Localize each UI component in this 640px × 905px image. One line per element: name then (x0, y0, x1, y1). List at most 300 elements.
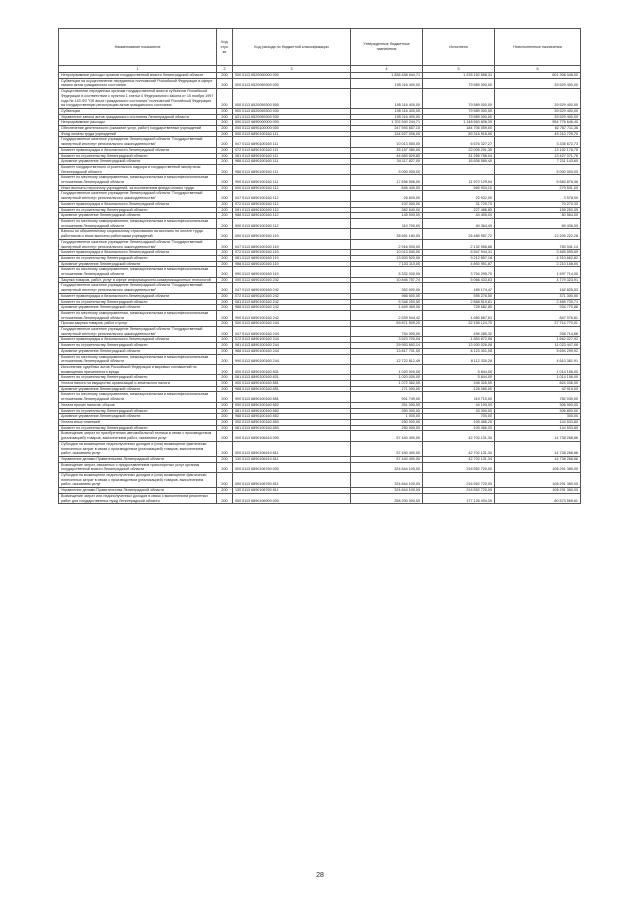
row-remaining: 70 270,30 (495, 201, 581, 207)
row-approved: 324 844 100,00 (351, 473, 423, 488)
row-executed: 42 702 131,34 (423, 441, 495, 456)
row-remaining: 306 800,00 (495, 408, 581, 414)
row-approved: 1 702 340 244,71 (351, 120, 423, 126)
row-line-code: 200 (217, 414, 233, 420)
row-approved: 7 103 110,00 (351, 261, 423, 267)
row-remaining: 5 683 876,46 (495, 175, 581, 185)
row-approved: 5 000 000,00 (351, 164, 423, 174)
row-name: Комитет по местному самоуправлению, межнациональным и межконфессиональным отношениям Ленинградской области (59, 267, 217, 277)
row-executed: 13 930 026,08 (423, 343, 495, 349)
row-approved: 351 000,00 (351, 402, 423, 408)
row-classification-code: 081 0113 6890100160 119 (233, 255, 351, 261)
row-name: Фонд оплаты труда учреждений (59, 131, 217, 137)
row-line-code: 200 (217, 126, 233, 132)
page-number: 28 (316, 872, 324, 879)
row-line-code: 200 (217, 218, 233, 228)
row-approved: 247 593 657,10 (351, 126, 423, 132)
row-classification-code: 130 0113 6890106760 811 (233, 488, 351, 494)
row-remaining: 39 529 400,00 (495, 89, 581, 109)
row-classification-code: 081 0113 6890100160 244 (233, 343, 351, 349)
row-approved: 1 072 362,00 (351, 381, 423, 387)
row-line-code: 200 (217, 386, 233, 392)
row-approved: 57 440 400,00 (351, 431, 423, 441)
row-executed: 22 932,00 (423, 191, 495, 201)
row-classification-code: 988 0113 6890100160 111 (233, 159, 351, 165)
row-remaining: 27 714 770,01 (495, 321, 581, 327)
row-remaining: 108 291 380,00 (495, 473, 581, 488)
row-executed: 6 547 944,31 (423, 250, 495, 256)
row-executed: 1 853 672,56 (423, 337, 495, 343)
row-executed: 42 702 131,34 (423, 456, 495, 462)
row-executed: 105 466,20 (423, 425, 495, 431)
table-row (59, 441, 581, 456)
row-classification-code: 000 0113 6520059300 000 (233, 78, 351, 88)
row-line-code: 200 (217, 456, 233, 462)
row-remaining: 162 825,53 (495, 283, 581, 293)
row-classification-code: 047 0113 6890100160 244 (233, 327, 351, 337)
row-remaining: 371 300,50 (495, 293, 581, 299)
row-line-code: 200 (217, 305, 233, 311)
row-approved: 3 523 700,00 (351, 337, 423, 343)
row-line-code: 200 (217, 375, 233, 381)
row-name: Комитет по местному самоуправлению, межнациональным и межконфессиональным отношениям Ленинградской области (59, 310, 217, 320)
row-approved: 13 817 701,00 (351, 348, 423, 354)
row-executed: 9 212 857,18 (423, 255, 495, 261)
table-row (59, 218, 581, 228)
row-executed: 40 364,40 (423, 218, 495, 228)
header-remaining: Неисполненные назначения (495, 29, 581, 66)
row-name: Управление делами Правительства Ленинградской области (59, 488, 217, 494)
row-remaining: 108 291 380,00 (495, 462, 581, 472)
row-executed: 22 005 201,35 (423, 147, 495, 153)
row-name: Комитет по строительству Ленинградской области (59, 255, 217, 261)
table-header-row (59, 29, 581, 66)
row-line-code: 200 (217, 310, 233, 320)
table-row (59, 137, 581, 147)
row-line-code: 200 (217, 337, 233, 343)
row-approved: 324 844 100,00 (351, 462, 423, 472)
row-classification-code: 000 0113 6520059300 530 (233, 108, 351, 114)
row-name: Субсидии на возмещение недополученных доходов и (или) возмещение фактически понесенных затрат в связи с производством (реализацией) товаров, выполнением работ, оказанием услуг (59, 473, 217, 488)
row-remaining: 1 597 714,30 (495, 267, 581, 277)
row-approved: 1 836 458 644,71 (351, 73, 423, 79)
row-line-code: 200 (217, 78, 233, 88)
row-classification-code: 990 0113 6890100160 112 (233, 218, 351, 228)
row-classification-code: 047 0113 6890100160 112 (233, 191, 351, 201)
row-approved: 17 656 506,00 (351, 175, 423, 185)
row-approved: 10 013 540,00 (351, 250, 423, 256)
row-line-code: 200 (217, 185, 233, 191)
row-remaining: 39 529 400,00 (495, 114, 581, 120)
row-approved: 350 000,00 (351, 408, 423, 414)
row-remaining: 62 787 711,36 (495, 126, 581, 132)
row-approved: 38 691 180,00 (351, 229, 423, 239)
table-row (59, 89, 581, 109)
row-classification-code: 988 0113 6890100160 242 (233, 305, 351, 311)
row-line-code: 200 (217, 261, 233, 267)
row-approved: 35 157 380,00 (351, 147, 423, 153)
row-remaining: 782 039,00 (495, 392, 581, 402)
row-remaining: 3 578,00 (495, 191, 581, 201)
row-remaining: 39 529 400,00 (495, 108, 581, 114)
row-line-code: 200 (217, 327, 233, 337)
row-approved: 57 440 400,00 (351, 441, 423, 456)
row-executed: 728 682,85 (423, 305, 495, 311)
row-executed: 595 278,50 (423, 293, 495, 299)
row-classification-code: 000 0113 6890000000 000 (233, 120, 351, 126)
row-executed: 8 112 330,28 (423, 354, 495, 364)
row-remaining: 14 738 268,66 (495, 431, 581, 441)
column-number: 2 (217, 66, 233, 73)
row-executed: 79 589 000,00 (423, 108, 495, 114)
header-executed: Исполнено (423, 29, 495, 66)
table-row (59, 267, 581, 277)
row-executed: 1 680 867,61 (423, 310, 495, 320)
row-approved: 324 844 100,00 (351, 488, 423, 494)
row-name: Комитет правопорядка и безопасности Ленинградской области (59, 201, 217, 207)
row-remaining: 300,00 (495, 414, 581, 420)
row-remaining: 39 529 400,00 (495, 78, 581, 88)
row-name: Архивное управление Ленинградской области (59, 414, 217, 420)
row-line-code: 200 (217, 441, 233, 456)
row-line-code: 200 (217, 354, 233, 364)
row-line-code: 200 (217, 131, 233, 137)
column-number: 1 (59, 66, 217, 73)
row-executed: 184 706 059,00 (423, 126, 495, 132)
column-number: 5 (423, 66, 495, 73)
row-approved: 10 846 757,74 (351, 277, 423, 283)
row-name: Комитет по строительству Ленинградской области (59, 425, 217, 431)
row-approved: 26 600,00 (351, 191, 423, 201)
row-remaining: 155 253,35 (495, 207, 581, 213)
row-executed: 6 676 327,27 (423, 137, 495, 147)
row-name: Возмещение затрат по приобретению автомобильной техники в связи с производством (реализацией) товаров, выполнением работ, оказанием услуг (59, 431, 217, 441)
row-executed: 227 486,85 (423, 207, 495, 213)
row-executed: 248 326,00 (423, 381, 495, 387)
row-approved: 12 722 812,49 (351, 354, 423, 364)
row-executed: 128 085,00 (423, 386, 495, 392)
row-remaining: 12 205 222,28 (495, 229, 581, 239)
row-executed: 189 174,47 (423, 283, 495, 293)
row-classification-code: 000 0113 6890100000 000 (233, 126, 351, 132)
row-line-code: 200 (217, 293, 233, 299)
row-executed: 42 702 131,34 (423, 431, 495, 441)
row-remaining: 13 152 178,75 (495, 147, 581, 153)
row-line-code: 200 (217, 89, 233, 109)
row-name: Управление записи актов гражданского состояния Ленинградской области (59, 114, 217, 120)
row-line-code: 200 (217, 159, 233, 165)
row-classification-code: 990 0113 6890100160 111 (233, 175, 351, 185)
row-line-code: 200 (217, 420, 233, 426)
table-row (59, 283, 581, 293)
row-remaining: 3 336 672,73 (495, 137, 581, 147)
table-row (59, 431, 581, 441)
row-name: Комитет по строительству Ленинградской области (59, 299, 217, 305)
row-line-code: 200 (217, 402, 233, 408)
row-line-code: 200 (217, 175, 233, 185)
table-row (59, 462, 581, 472)
row-line-code: 200 (217, 321, 233, 327)
row-remaining: 601 306 046,00 (495, 73, 581, 79)
row-classification-code: 988 0113 6890100160 112 (233, 213, 351, 219)
row-executed: 79 589 000,00 (423, 114, 495, 120)
row-name: Субсидии на возмещение недополученных доходов и (или) возмещение фактически понесенных затрат в связи с производством (реализацией) товаров, выполнением работ, оказанием услуг (59, 441, 217, 456)
row-executed: 31 256 758,04 (423, 153, 495, 159)
row-line-code: 200 (217, 250, 233, 256)
table-row (59, 493, 581, 503)
row-executed: 216 552 720,00 (423, 488, 495, 494)
row-executed: 2 132 958,86 (423, 239, 495, 249)
row-line-code: 200 (217, 73, 233, 79)
row-classification-code: 072 0113 6890100160 244 (233, 337, 351, 343)
row-classification-code: 000 0113 6890100160 111 (233, 131, 351, 137)
row-executed: 44 405,00 (423, 213, 495, 219)
row-remaining: 279 531,00 (495, 185, 581, 191)
row-remaining: 4 310 662,82 (495, 255, 581, 261)
row-remaining: 5 694 299,92 (495, 348, 581, 354)
row-classification-code: 000 0113 6890100160 244 (233, 321, 351, 327)
row-approved: 195 116 400,00 (351, 114, 423, 120)
row-name: Государственное казенное учреждение Ленинградской области "Государственный экспертный институт регионального законодательства" (59, 283, 217, 293)
row-name: Комитет правопорядка и безопасности Ленинградской области (59, 337, 217, 343)
row-line-code: 200 (217, 408, 233, 414)
row-approved: 1 000,00 (351, 414, 423, 420)
row-executed: 216 552 720,00 (423, 473, 495, 488)
row-classification-code: 047 0113 6890100160 119 (233, 239, 351, 249)
row-line-code: 200 (217, 108, 233, 114)
row-executed: 4 892 951,87 (423, 261, 495, 267)
row-executed: 2 868 519,81 (423, 299, 495, 305)
row-line-code: 200 (217, 364, 233, 374)
column-number: 3 (233, 66, 351, 73)
row-remaining: 554 776 646,40 (495, 120, 581, 126)
row-classification-code: 988 0113 6890100160 244 (233, 348, 351, 354)
table-row (59, 364, 581, 374)
row-classification-code: 047 0113 6890100160 242 (233, 283, 351, 293)
row-name: Субвенции (59, 108, 217, 114)
row-approved: 1 020 000,00 (351, 375, 423, 381)
row-classification-code: 130 0113 6890106410 811 (233, 456, 351, 462)
row-name: Субвенции на осуществление переданных полномочий Российской Федерации в сфере записи актов гражданского состояния (59, 78, 217, 88)
row-remaining: 3 465 595,69 (495, 250, 581, 256)
row-name: Уплата иных платежей (59, 420, 217, 426)
table-row (59, 473, 581, 488)
row-classification-code: 986 0113 6890100160 111 (233, 164, 351, 174)
row-classification-code: 000 0113 6520000000 000 (233, 73, 351, 79)
row-remaining: 1 014 156,00 (495, 364, 581, 374)
row-line-code: 200 (217, 147, 233, 153)
row-approved: 250 000,00 (351, 420, 423, 426)
table-row (59, 78, 581, 88)
table-row (59, 175, 581, 185)
row-name: Архивное управление Ленинградской области (59, 213, 217, 219)
row-classification-code: 988 0113 6890100160 851 (233, 386, 351, 392)
table-row (59, 164, 581, 174)
row-name: Комитет по строительству Ленинградской области (59, 375, 217, 381)
row-executed: 79 589 000,00 (423, 89, 495, 109)
row-classification-code: 990 0113 6890100160 851 (233, 392, 351, 402)
row-executed: 119 710,00 (423, 392, 495, 402)
row-name: Осуществление переданных органам государственной власти субъектов Российской Федерации в соответствии с пунктом 1 статьи 4 Федерального закона от 15 ноября 1997 года № 143-ФЗ "Об актах гражданского состояния" полномочий Российской Федерации на государственную регистрацию актов гражданского состояния (59, 89, 217, 109)
column-number: 4 (351, 66, 423, 73)
row-classification-code: 000 0113 6890106410 811 (233, 441, 351, 456)
row-executed: 8 123 401,08 (423, 348, 495, 354)
row-remaining: 783 041,14 (495, 239, 581, 249)
row-executed: 700,00 (423, 414, 495, 420)
row-executed: 105 466,20 (423, 420, 495, 426)
row-line-code: 200 (217, 473, 233, 488)
row-executed: 26 485 957,72 (423, 229, 495, 239)
row-approved: 5 348 250,50 (351, 299, 423, 305)
row-approved: 195 116 400,00 (351, 78, 423, 88)
row-classification-code: 081 0113 6890100160 242 (233, 299, 351, 305)
row-classification-code: 081 0113 6890100160 852 (233, 408, 351, 414)
row-name: Прочая закупка товаров, работ и услуг (59, 321, 217, 327)
row-name: Комитет по местному самоуправлению, межнациональным и межконфессиональным отношениям Ленинградской области (59, 354, 217, 364)
row-approved: 966 600,00 (351, 293, 423, 299)
row-approved: 1 020 000,00 (351, 364, 423, 374)
row-approved: 846 440,00 (351, 185, 423, 191)
table-row (59, 327, 581, 337)
row-name: Комитет по строительству Ленинградской области (59, 343, 217, 349)
row-remaining: 4 610 381,91 (495, 354, 581, 364)
row-remaining: 258 714,68 (495, 327, 581, 337)
table-row (59, 310, 581, 320)
table-row (59, 191, 581, 201)
row-line-code: 200 (217, 381, 233, 387)
row-name: Государственное казенное учреждение Ленинградской области "Государственный экспертный институт регионального законодательства" (59, 327, 217, 337)
row-classification-code: 081 0113 6890100160 112 (233, 207, 351, 213)
row-line-code: 200 (217, 343, 233, 349)
row-remaining: 2 489 730,71 (495, 299, 581, 305)
row-remaining: 2 210 158,00 (495, 261, 581, 267)
row-name: Иные выплаты персоналу учреждений, за исключением фонда оплаты труда (59, 185, 217, 191)
row-remaining: 108 291 380,00 (495, 488, 581, 494)
row-classification-code: 081 0113 6890100160 831 (233, 375, 351, 381)
row-classification-code: 000 0113 6520059300 500 (233, 89, 351, 109)
table-row (59, 392, 581, 402)
row-name: Уплата налога на имущество организаций и земельного налога (59, 381, 217, 387)
row-classification-code: 990 0113 6890100160 242 (233, 310, 351, 320)
row-remaining: 1 014 156,00 (495, 375, 581, 381)
row-name: Комитет правопорядка и безопасности Ленинградской области (59, 250, 217, 256)
row-classification-code: 990 0113 6890100160 244 (233, 354, 351, 364)
row-classification-code: 000 0113 6890100160 851 (233, 381, 351, 387)
row-line-code: 200 (217, 153, 233, 159)
row-name: Комитет по строительству Ленинградской области (59, 153, 217, 159)
row-remaining: 45 210 729,70 (495, 131, 581, 137)
row-remaining: 69 436,00 (495, 218, 581, 228)
row-approved: 901 749,00 (351, 392, 423, 402)
table-row (59, 354, 581, 364)
row-approved: 59 871 509,20 (351, 321, 423, 327)
row-name: Комитет государственного строительного надзора и государственной экспертизы Ленинградской области (59, 164, 217, 174)
row-approved: 2 916 000,00 (351, 239, 423, 249)
row-name: Архивное управление Ленинградской области (59, 159, 217, 165)
row-remaining: 144 533,80 (495, 425, 581, 431)
row-executed: 3 754 295,70 (423, 267, 495, 277)
row-executed: 5 844,00 (423, 375, 495, 381)
row-line-code: 200 (217, 114, 233, 120)
row-remaining: 847 076,81 (495, 310, 581, 320)
row-name: Комитет по местному самоуправлению, межнациональным и межконфессиональным отношениям Ленинградской области (59, 218, 217, 228)
row-approved: 352 000,00 (351, 283, 423, 293)
row-approved: 754 000,00 (351, 327, 423, 337)
row-line-code: 200 (217, 283, 233, 293)
table-row (59, 229, 581, 239)
row-classification-code: 072 0113 6890100160 119 (233, 250, 351, 256)
row-approved: 134 527 006,00 (351, 131, 423, 137)
budget-execution-table (58, 28, 581, 504)
column-number: 6 (495, 66, 581, 73)
row-name: Непрограммные расходы органов государственной власти Ленинградской области (59, 73, 217, 79)
row-line-code: 200 (217, 137, 233, 147)
row-classification-code: 000 0113 6890106760 000 (233, 462, 351, 472)
row-remaining: 14 738 268,66 (495, 456, 581, 462)
row-line-code: 200 (217, 462, 233, 472)
row-line-code: 200 (217, 299, 233, 305)
row-approved: 195 116 400,00 (351, 108, 423, 114)
header-indicator-name: Наименование показателя (59, 29, 217, 66)
row-executed: 32 155 124,70 (423, 321, 495, 327)
row-classification-code: 081 0113 6890100160 111 (233, 153, 351, 159)
row-executed: 5 066 433,63 (423, 277, 495, 283)
row-classification-code: 988 0113 6890100160 119 (233, 261, 351, 267)
row-line-code: 200 (217, 348, 233, 354)
row-line-code: 200 (217, 488, 233, 494)
row-remaining: 824 036,00 (495, 381, 581, 387)
row-remaining: 60 564,00 (495, 213, 581, 219)
row-executed: 495 285,32 (423, 327, 495, 337)
row-classification-code: 000 0113 6890106900 000 (233, 493, 351, 503)
row-remaining: 5 000 000,00 (495, 164, 581, 174)
row-name: Исполнение судебных актов Российской Федерации и мировых соглашений по возмещению причиненного вреда (59, 364, 217, 374)
row-executed: 31 729,70 (423, 201, 495, 207)
row-line-code: 200 (217, 213, 233, 219)
row-line-code: 200 (217, 229, 233, 239)
row-name: Уплата прочих налогов, сборов (59, 402, 217, 408)
row-name: Непрограммные расходы (59, 120, 217, 126)
row-remaining: 7 211 143,60 (495, 159, 581, 165)
row-remaining: 80 573 565,61 (495, 493, 581, 503)
row-approved: 2 539 944,42 (351, 310, 423, 320)
row-classification-code: 000 0113 6890100160 242 (233, 277, 351, 283)
row-remaining: 11 023 447,06 (495, 343, 581, 349)
row-name: Комитет правопорядка и безопасности Ленинградской области (59, 147, 217, 153)
row-name: Государственное казенное учреждение Ленинградской области "Государственный экспертный институт регионального законодательства" (59, 239, 217, 249)
row-classification-code: 000 0113 6890100160 119 (233, 229, 351, 239)
row-name: Комитет по местному самоуправлению, межнациональным и межконфессиональным отношениям Ленинградской области (59, 175, 217, 185)
row-name: Комитет правопорядка и безопасности Ленинградской области (59, 293, 217, 299)
row-line-code: 200 (217, 425, 233, 431)
row-remaining: 4 779 323,91 (495, 277, 581, 283)
row-classification-code: 081 0113 6890100160 853 (233, 425, 351, 431)
row-executed (423, 164, 495, 174)
row-executed: 5 844,00 (423, 364, 495, 374)
row-classification-code: 047 0113 6890100160 111 (233, 137, 351, 147)
row-approved: 10 013 500,00 (351, 137, 423, 147)
row-line-code: 200 (217, 207, 233, 213)
row-classification-code: 990 0113 6890100160 119 (233, 267, 351, 277)
row-name: Возмещение затрат или недополученных доходов в связи с выполнением ремонтных работ для государственных нужд Ленинградской области (59, 493, 217, 503)
row-executed: 11 972 129,94 (423, 175, 495, 185)
header-line-code: Код стро ки (217, 29, 233, 66)
row-approved: 102 000,00 (351, 201, 423, 207)
row-executed: 216 552 720,00 (423, 462, 495, 472)
row-remaining: 13 427 071,76 (495, 153, 581, 159)
row-classification-code: 072 0113 6890100160 242 (233, 293, 351, 299)
row-name: Обеспечение деятельности (оказание услуг, работ) государственных учреждений (59, 126, 217, 132)
